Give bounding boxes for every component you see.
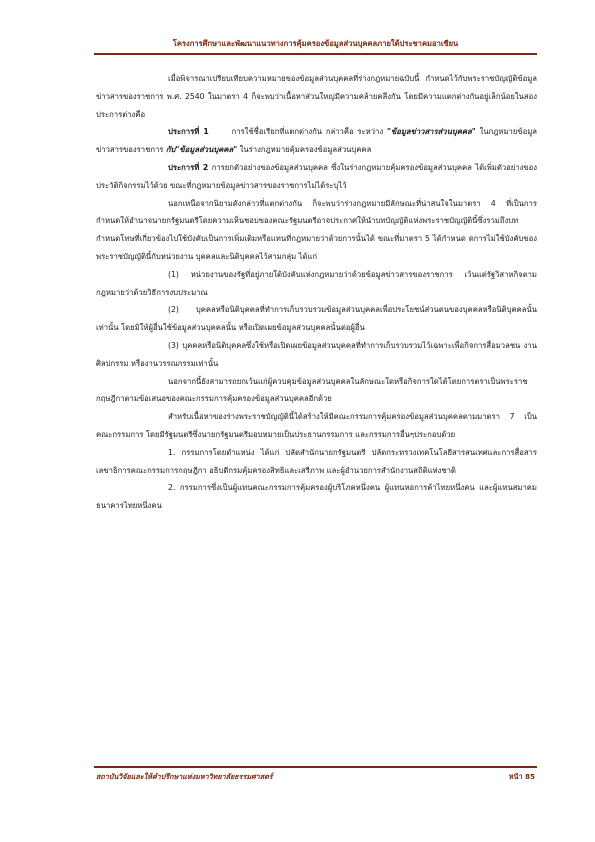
paragraph-difference-2 — [96, 159, 537, 195]
paragraph-further-exemption: นอกจากนี้ยังสามารถยกเว้นแก่ผู้ควบคุมข้อมูลส่วนบุคคลในลักษณะใดหรือกิจการใดได้โดยการตราเป็นพระราชกฤษฎีกาตามข้อเสนอของคณะกรรมการคุ้มครองข้อมูลส่วนบุคคลอีกด้วย — [96, 376, 528, 404]
committee-list-item-1: 1. กรรมการโดยตำแหน่ง ได้แก่ ปลัดสำนักนายกรัฐมนตรี ปลัดกระทรวงเทคโนโลยีสารสนเทศและการสื่อสาร เลขาธิการคณะกรรมการกฤษฎีกา อธิบดีกรมคุ้มครองสิทธิและเสรีภาพ และผู้อำนวยการสำนักงานสถิติแห่งชาติ — [96, 447, 537, 475]
exemption-item-1: (1) หน่วยงานของรัฐที่อยู่ภายใต้บังคับแห่งกฎหมายว่าด้วยข้อมูลข่าวสารของราชการ เว้นแต่รัฐวิสาหกิจตามกฎหมายว่าด้วยวิธีการงบประมาณ — [96, 269, 537, 297]
difference-1-text-c: ในร่างกฎหมายคุ้มครองข้อมูลส่วนบุคคล — [237, 145, 372, 155]
footer-institution: สถาบันวิจัยและให้คำปรึกษาแห่งมหาวิทยาลัยธรรมศาสตร์ — [96, 772, 273, 781]
paragraph-committee: สำหรับเนื้อหาของร่างพระราชบัญญัตินี้ได้สร้างให้มีคณะกรรมการคุ้มครองข้อมูลส่วนบุคคลตามมาตรา 7 เป็นคณะกรรมการ โดยมีรัฐมนตรีซึ่งนายกรัฐมนตรีมอบหมายเป็นประธานกรรมการ และกรรมการอื่นๆประกอบด้วย — [96, 412, 537, 439]
difference-1-text-a: การใช้ชื่อเรียกที่แตกต่างกัน กล่าวคือ ระหว่าง — [231, 127, 387, 137]
difference-2-label: ประการที่ 2 — [168, 162, 209, 172]
header-rule — [94, 53, 537, 55]
difference-1-term-a: "ข้อมูลข่าวสารส่วนบุคคล" — [386, 127, 476, 137]
footer-rule — [94, 766, 537, 768]
exemption-item-3: (3) บุคคลหรือนิติบุคคลซึ่งใช้หรือเปิดเผยข้อมูลส่วนบุคคลที่ทำการเก็บรวบรวมไว้เฉพาะเพื่อกิจการสื่อมวลชน งานศิลปกรรม หรืองานวรรณกรรมเท่านั้น — [96, 340, 537, 368]
page-number: หน้า 85 — [508, 772, 535, 781]
paragraph-comparison: เมื่อพิจารณาเปรียบเทียบความหมายของข้อมูลส่วนบุคคลที่ร่างกฎหมายฉบับนี้ กำหนดไว้กับพระราชบัญญัติข้อมูลข่าวสารของราชการ พ.ศ. 2540 ในมาตรา 4 ก็จะพบว่าเนื้อหาส่วนใหญ่มีความคล้ายคลึงกัน โดยมีความแตกต่างกันอยู่เล็กน้อยในสองประการต่างคือ — [96, 74, 537, 119]
document-body — [96, 70, 537, 515]
exemption-item-2: (2) บุคคลหรือนิติบุคคลที่ทำการเก็บรวบรวมข้อมูลส่วนบุคคลเพื่อประโยชน์ส่วนตนของบุคคลหรือนิติบุคคลนั้นเท่านั้น โดยมิให้ผู้อื่นใช้ข้อมูลส่วนบุคคลนั้น หรือเปิดเผยข้อมูลส่วนบุคคลนั้นต่อผู้อื่น — [96, 305, 537, 333]
difference-1-label: ประการที่ 1 — [168, 127, 209, 137]
difference-1-term-b: กับ"ข้อมูลส่วนบุคคล" — [165, 145, 238, 155]
committee-list-item-2: 2. กรรมการซึ่งเป็นผู้แทนคณะกรรมการคุ้มครองผู้บริโภคหนึ่งคน ผู้แทนหอการค้าไทยหนึ่งคน และผู้แทนสมาคมธนาคารไทยหนึ่งคน — [96, 483, 537, 511]
difference-2-text: การยกตัวอย่างของข้อมูลส่วนบุคคล ซึ่งในร่างกฎหมายคุ้มครองข้อมูลส่วนบุคคล ได้เพิ่มตัวอย่างของประวัติกิจกรรมไว้ด้วย ขณะที่กฎหมายข้อมูลข่าวสารของราชการไม่ได้ระบุไว้ — [96, 162, 537, 190]
paragraph-difference-1 — [96, 123, 537, 159]
difference-1-text-b: ในกฎหมายข้อมูลข่าวสารของราชการ — [96, 127, 538, 155]
page-header-title: โครงการศึกษาและพัฒนาแนวทางการคุ้มครองข้อมูลส่วนบุคคลภายใต้ประชาคมอาเซียน — [172, 39, 459, 48]
paragraph-sections-4-5: นอกเหนือจากนิยามดังกล่าวที่แตกต่างกัน ก็จะพบว่าร่างกฎหมายมีลักษณะที่น่าสนใจในมาตรา 4 ที่เป็นการกำหนดให้อำนาจนายกรัฐมนตรีโดยความเห็นชอบของคณะรัฐมนตรีอาจประกาศให้นำบทบัญญัติแห่งพระราชบัญญัตินี้ซึ่งรวมถึงบทกำหนดโทษที่เกี่ยวข้องไปใช้บังคับเป็นการเพิ่มเติมหรือแทนที่กฎหมายว่าด้วยการนั้นได้ ขณะที่มาตรา 5 ได้กำหนด ดการไม่ใช้บังคับของพระราชบัญญัตินี้กับหน่วยงาน บุคคลและนิติบุคคลไว้สามกลุ่ม ได้แก่ — [96, 198, 537, 261]
